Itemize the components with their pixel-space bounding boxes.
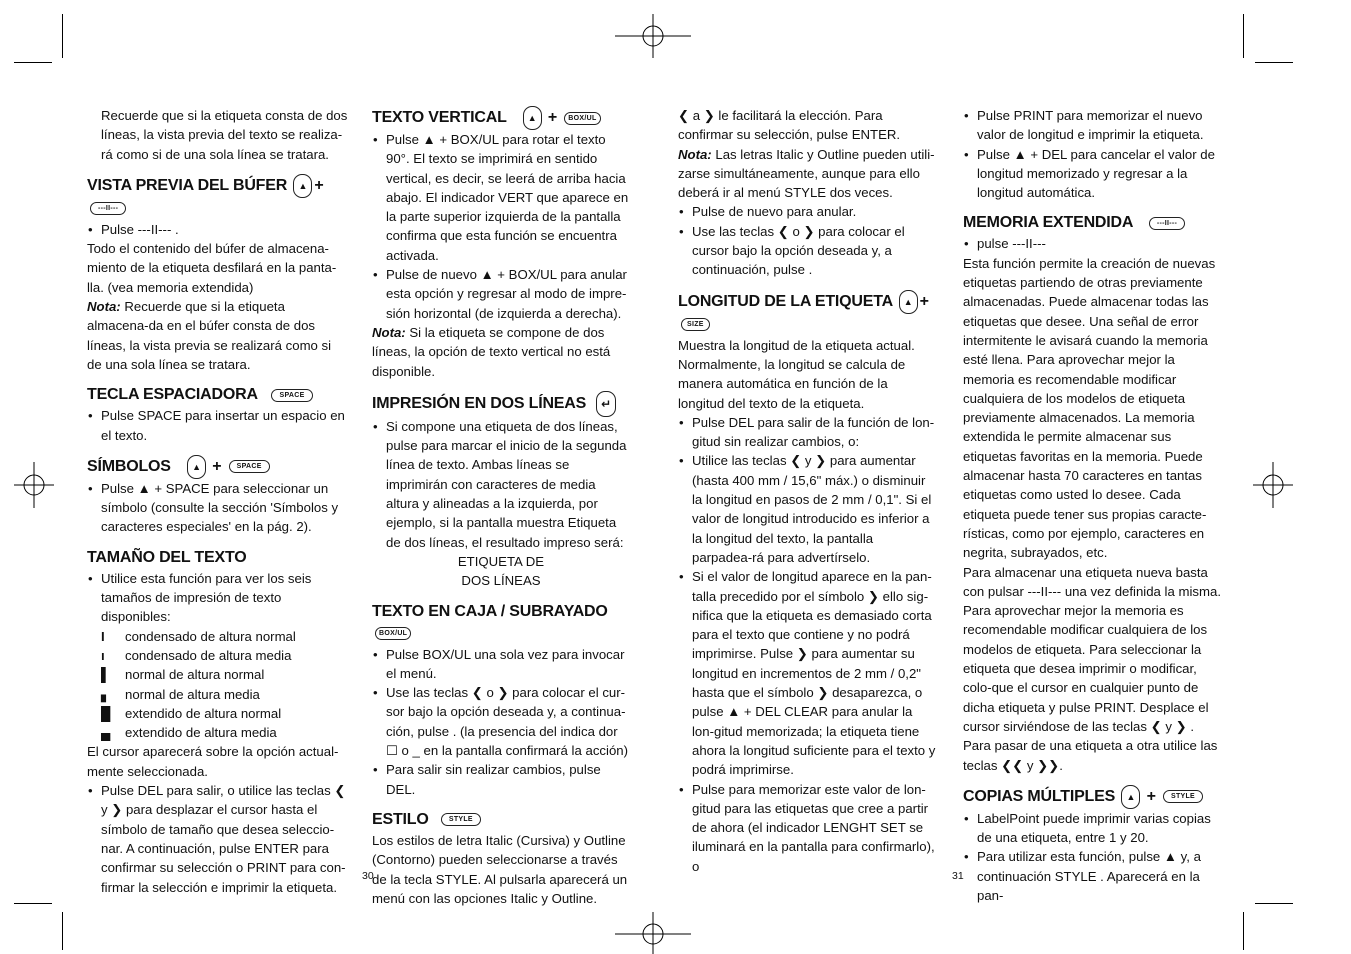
- size-glyph-icon: █: [101, 705, 111, 721]
- bullet: • Utilice las teclas ❮ y ❯ para aumentar (hasta 400 mm / 15,6" máx.) o disminuir la longitud en pasos de 2 mm / 0,1". Si el valor de longitud introducido es inferior a la longitud del texto, la pantalla parpadea-rá para advertírselo.: [678, 451, 936, 567]
- crop-mark: [14, 903, 52, 904]
- bullet: • Pulse SPACE para insertar un espacio en el texto.: [87, 406, 349, 445]
- size-glyph-icon: I: [101, 628, 105, 644]
- boxul-key-icon: BOX/UL: [375, 627, 411, 640]
- heading-copias: COPIAS MÚLTIPLES ▲ + STYLE: [963, 785, 1221, 809]
- space-key-icon: SPACE: [271, 389, 312, 402]
- crop-mark: [1255, 62, 1293, 63]
- size-option: █ extendido de altura normal: [87, 704, 349, 723]
- crop-mark: [62, 912, 63, 950]
- bullet: • Pulse ▲ + SPACE para seleccionar un símbolo (consulte la sección 'Símbolos y caracteres especiales' en la pág. 2).: [87, 479, 349, 537]
- section-texto-vertical: [372, 106, 630, 381]
- heading-estilo: ESTILO STYLE: [372, 809, 630, 831]
- arrow-up-key-icon: ▲: [293, 174, 312, 198]
- bullet: • Pulse ▲ + BOX/UL para rotar el texto 90°. El texto se imprimirá en sentido vertical, es decir, se leerá de arriba hacia abajo. El indicador VERT que aparece en la parte superior izquierda de la pantalla confirma que esta función se encuentra activada.: [372, 130, 630, 265]
- heading-longitud: LONGITUD DE LA ETIQUETA ▲ +SIZE: [678, 290, 936, 336]
- section-memoria: [963, 212, 1221, 774]
- buffer-key-icon: ---II---: [90, 202, 126, 215]
- column-3: [678, 106, 936, 876]
- buffer-key-icon: ---II---: [1149, 217, 1185, 230]
- size-option: ▖ normal de altura media: [87, 685, 349, 704]
- bullet: • pulse ---II---: [963, 234, 1221, 253]
- paragraph: ❮ a ❯ le facilitará la elección. Para confirmar su selección, pulse ENTER.: [678, 108, 901, 143]
- space-key-icon: SPACE: [229, 460, 270, 473]
- crop-mark: [14, 62, 52, 63]
- heading-tamano: TAMAÑO DEL TEXTO: [87, 548, 247, 566]
- bullet: • Para salir sin realizar cambios, pulse DEL.: [372, 760, 630, 799]
- paragraph: El cursor aparecerá sobre la opción actual-mente seleccionada.: [87, 744, 339, 779]
- section-longitud: [678, 290, 936, 876]
- bullet: • Use las teclas ❮ o ❯ para colocar el cur-sor bajo la opción deseada y, a continua-ción, pulse . (la presencia del indica dor ☐ o _ en la pantalla confirmará la acción): [372, 683, 630, 760]
- bullet: • Pulse PRINT para memorizar el nuevo valor de longitud e imprimir la etiqueta.: [963, 106, 1221, 145]
- size-glyph-icon: ▄: [101, 725, 111, 741]
- heading-texto-vertical: TEXTO VERTICAL ▲ + BOX/UL: [372, 106, 630, 130]
- section-caja-subrayado: [372, 601, 630, 799]
- crop-mark: [1243, 14, 1244, 58]
- heading-simbolos: SÍMBOLOS ▲ + SPACE: [87, 455, 349, 479]
- crop-mark: [62, 14, 63, 58]
- heading-dos-lineas: IMPRESIÓN EN DOS LÍNEAS ↵: [372, 391, 630, 417]
- heading-memoria: MEMORIA EXTENDIDA ---II---: [963, 212, 1221, 234]
- size-option: ı condensado de altura media: [87, 646, 349, 665]
- paragraph: Los estilos de letra Italic (Cursiva) y Outline (Contorno) pueden seleccionarse a través de la tecla STYLE. Al pulsarla aparecerá un menú con las opciones Italic y Outline.: [372, 832, 628, 906]
- bullet: • Si el valor de longitud aparece en la pan-talla precedido por el símbolo ❯ ello sig-nifica que la etiqueta es demasiado corta para el texto que contiene y no podrá imprimirse. Pulse ❯ para aumentar su longitud en incrementos de 2 mm / 0,2" hasta que el símbolo ❯ desaparezca, o pulse ▲ + DEL CLEAR para anular la lon-gitud memorizada; la etiqueta tiene ahora la longitud suficiente para el texto y podrá imprimirse.: [678, 567, 936, 779]
- paragraph: Esta función permite la creación de nuevas etiquetas partiendo de otras previamente almacenadas. Puede almacenar todas las etiquetas que desee. Una señal de error intermitente le avisará cuando la memoria esté llena. Para aprovechar mejor la memoria es recomendable modificar cualquiera de los modelos de etiqueta previamente almacenados. La memoria extendida le permite almacenar sus etiquetas favoritas en la memoria. Puede almacenar hasta 70 caracteres en tantas etiquetas como usted lo desee. Cada etiqueta puede tener sus propias caracte-rísticas, como por ejemplo, caracteres en negrita, subrayados, etc.: [963, 255, 1216, 561]
- page-number-left: 30: [362, 870, 374, 882]
- section-simbolos: [87, 455, 349, 537]
- size-key-icon: SIZE: [681, 318, 710, 331]
- bullet: • Use las teclas ❮ o ❯ para colocar el cursor bajo la opción deseada y, a continuación, pulse .: [678, 222, 936, 280]
- size-glyph-icon: ı: [101, 647, 105, 663]
- bullet: • Pulse para memorizar este valor de lon-gitud para las etiquetas que cree a partir de ahora (el indicador LENGHT SET se iluminará en la pantalla para confirmarlo), o: [678, 780, 936, 876]
- note: Nota: Si la etiqueta se compone de dos líneas, la opción de texto vertical no está disponible.: [372, 324, 611, 379]
- bullet: • Pulse BOX/UL una sola vez para invocar el menú.: [372, 645, 630, 684]
- note: Nota: Recuerde que si la etiqueta almacena-da en el búfer consta de dos líneas, la vista previa se realizará como si de una sola línea se tratara.: [87, 299, 332, 372]
- bullet: • Pulse de nuevo para anular.: [678, 202, 936, 221]
- registration-mark-left: [14, 462, 54, 508]
- boxul-key-icon: BOX/UL: [564, 112, 600, 125]
- column-4: [963, 106, 1221, 905]
- crop-mark: [1255, 903, 1293, 904]
- bullet: • Utilice esta función para ver los seis tamaños de impresión de texto disponibles:: [87, 569, 349, 627]
- arrow-up-key-icon: ▲: [899, 290, 918, 314]
- bullet: • Pulse DEL para salir de la función de lon-gitud sin realizar cambios, o:: [678, 413, 936, 452]
- bullet: • Pulse de nuevo ▲ + BOX/UL para anular esta opción y regresar al modo de impre-sión horizontal (de izquierda a derecha).: [372, 265, 630, 323]
- section-tamano: [87, 547, 349, 897]
- registration-mark-bottom: [615, 912, 691, 954]
- bullet: • Si compone una etiqueta de dos líneas, pulse para marcar el inicio de la segunda línea de texto. Ambas líneas se imprimirán con caracteres de media altura y alineadas a la izquierda, por ejemplo, si la pantalla muestra Etiqueta de dos líneas, el resultado impreso será:: [372, 417, 630, 552]
- bullet: • Pulse ▲ + DEL para cancelar el valor de longitud memorizado y regresar a la longitud automática.: [963, 145, 1221, 203]
- example-line: ETIQUETA DE: [457, 553, 545, 569]
- note: Nota: Las letras Italic y Outline pueden utili-zarse simultáneamente, aunque para ello deberá ir al menú STYLE dos veces.: [678, 146, 935, 201]
- registration-mark-top: [615, 14, 691, 58]
- size-option: I condensado de altura normal: [87, 627, 349, 646]
- size-glyph-icon: ▌: [101, 667, 111, 683]
- crop-mark: [1243, 912, 1244, 950]
- arrow-up-key-icon: ▲: [523, 106, 542, 130]
- size-option: ▌ normal de altura normal: [87, 665, 349, 684]
- paragraph: Muestra la longitud de la etiqueta actual. Normalmente, la longitud se calcula de manera automática en función de la longitud del texto de la etiqueta.: [678, 337, 915, 411]
- registration-mark-right: [1253, 462, 1293, 508]
- heading-vista-previa: VISTA PREVIA DEL BÚFER ▲ +---II---: [87, 174, 349, 220]
- section-copias: [963, 785, 1221, 905]
- arrow-up-key-icon: ▲: [187, 455, 206, 479]
- paragraph: Todo el contenido del búfer de almacena-miento de la etiqueta desfilará en la panta-lla. (vea memoria extendida): [87, 241, 337, 295]
- section-estilo: [372, 809, 630, 908]
- bullet: • Pulse ---II--- .: [87, 220, 349, 239]
- style-key-icon: STYLE: [441, 813, 481, 826]
- section-dos-lineas: [372, 391, 630, 591]
- example-line: DOS LÍNEAS: [461, 573, 541, 589]
- section-tecla-espaciadora: [87, 384, 349, 445]
- column-2: [372, 106, 630, 908]
- style-key-icon: STYLE: [1163, 790, 1203, 803]
- heading-caja-subrayado: TEXTO EN CAJA / SUBRAYADO BOX/UL: [372, 601, 630, 645]
- size-glyph-icon: ▖: [101, 686, 112, 702]
- column-1: [87, 106, 349, 897]
- paragraph: Para almacenar una etiqueta nueva basta con pulsar ---II--- una vez definida la misma. Para aprovechar mejor la memoria es recomendable modificar cualquiera de los modelos de etiqueta. Para seleccionar la etiqueta que desea imprimir o modificar, colo-que el cursor en cualquier punto de dicha etiqueta y pulse PRINT. Desplace el cursor sirviéndose de las teclas ❮ y ❯ . Para pasar de una etiqueta a otra utilice las teclas ❮❮ y ❯❯.: [963, 564, 1221, 773]
- size-option: ▄ extendido de altura media: [87, 723, 349, 742]
- page-number-right: 31: [952, 870, 964, 882]
- return-key-icon: ↵: [596, 391, 616, 417]
- intro-text: Recuerde que si la etiqueta consta de dos líneas, la vista previa del texto se realiza-rá como si de una sola línea se tratara.: [101, 108, 348, 162]
- section-vista-previa: [87, 174, 349, 374]
- bullet: • LabelPoint puede imprimir varias copias de una etiqueta, entre 1 y 20.: [963, 809, 1221, 848]
- bullet: • Para utilizar esta función, pulse ▲ y, a continuación STYLE . Aparecerá en la pan-: [963, 847, 1221, 905]
- bullet: • Pulse DEL para salir, o utilice las teclas ❮ y ❯ para desplazar el cursor hasta el símbolo de tamaño que desea seleccio-nar. A continuación, pulse ENTER para confirmar su selección o PRINT para con-firmar la selección e imprimir la etiqueta.: [87, 781, 349, 897]
- arrow-up-key-icon: ▲: [1121, 785, 1140, 809]
- heading-tecla-espaciadora: TECLA ESPACIADORA SPACE: [87, 384, 349, 406]
